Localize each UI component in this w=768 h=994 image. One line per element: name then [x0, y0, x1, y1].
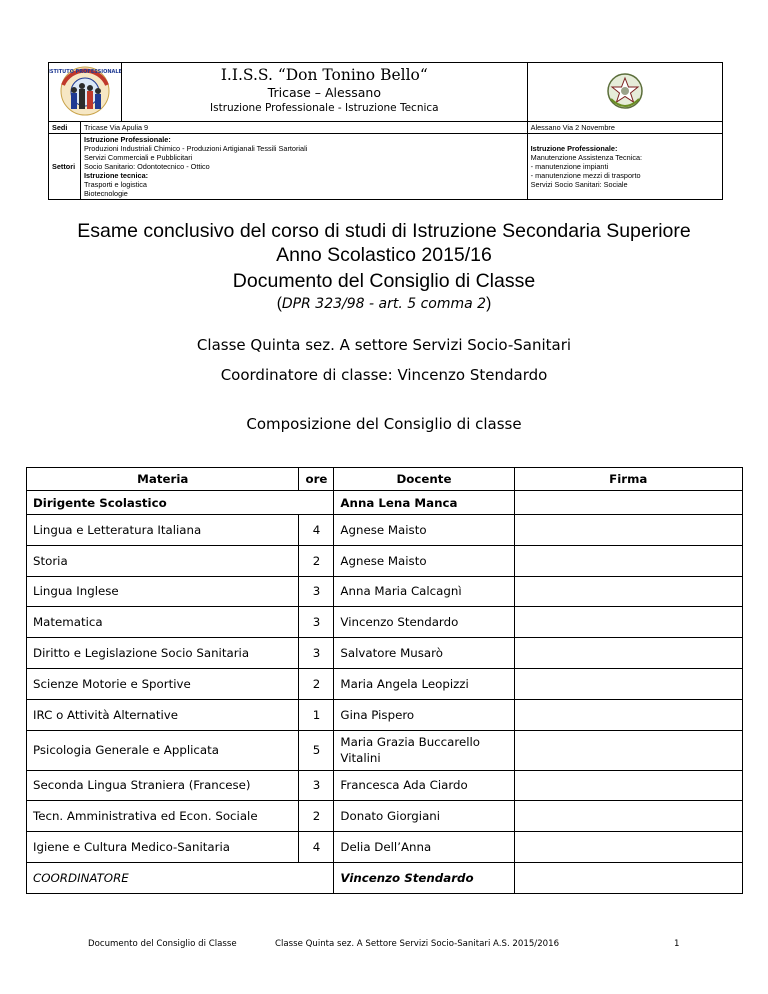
docente-cell: Gina Pispero [334, 699, 514, 730]
materia-cell: IRC o Attività Alternative [27, 699, 299, 730]
table-row [27, 545, 743, 576]
left-sectors [81, 134, 528, 200]
exam-title: Esame conclusivo del corso di studi di Istruzione Secondaria Superiore [77, 220, 691, 242]
table-row [27, 576, 743, 607]
dpr-text: DPR 323/98 - art. 5 comma 2 [281, 296, 487, 312]
signature-cell[interactable] [514, 545, 742, 576]
docente-cell: Vincenzo Stendardo [334, 607, 514, 638]
table-row [27, 515, 743, 546]
italian-emblem-icon [605, 69, 645, 113]
school-header [48, 62, 723, 200]
ore-cell: 3 [299, 638, 334, 669]
sector-line: Istruzione tecnica: [84, 171, 149, 180]
school-city: Tricase – Alessano [267, 85, 381, 100]
materia-cell: Scienze Motorie e Sportive [27, 668, 299, 699]
signature-cell[interactable] [514, 515, 742, 546]
sector-line: Manutenzione Assistenza Tecnica: [530, 153, 643, 162]
signature-cell[interactable] [514, 770, 742, 801]
sector-line: Istruzione Professionale: [530, 144, 618, 153]
dpr-reference: (DPR 323/98 - art. 5 comma 2) [276, 295, 492, 312]
materia-cell: Psicologia Generale e Applicata [27, 730, 299, 770]
page-number: 1 [674, 939, 680, 949]
sector-line: Trasporti e logistica [84, 180, 147, 189]
ore-cell: 3 [299, 607, 334, 638]
table-row [27, 832, 743, 863]
sector-line: Biotecnologie [84, 189, 128, 198]
table-row [27, 607, 743, 638]
materia-cell: Lingua e Letteratura Italiana [27, 515, 299, 546]
docente-cell: Maria Angela Leopizzi [334, 668, 514, 699]
ore-cell: 2 [299, 801, 334, 832]
coordinatore-name: Vincenzo Stendardo [334, 862, 514, 893]
table-row [27, 801, 743, 832]
sede-alessano: Alessano Via 2 Novembre [527, 122, 722, 134]
svg-text:ISTITUTO PROFESSIONALE: ISTITUTO PROFESSIONALE [49, 69, 121, 75]
sector-line: Produzioni Industriali Chimico - Produzioni Artigianali Tessili Sartoriali [84, 144, 308, 153]
materia-cell: Storia [27, 545, 299, 576]
signature-cell[interactable] [514, 638, 742, 669]
council-table [26, 467, 743, 894]
materia-cell: Matematica [27, 607, 299, 638]
composition-title: Composizione del Consiglio di classe [246, 415, 522, 433]
docente-cell: Francesca Ada Ciardo [334, 770, 514, 801]
school-name: I.I.S.S. “Don Tonino Bello“ [220, 66, 428, 84]
table-header-row [27, 468, 743, 491]
table-row [27, 668, 743, 699]
signature-cell[interactable] [514, 668, 742, 699]
signature-cell[interactable] [514, 730, 742, 770]
class-line: Classe Quinta sez. A settore Servizi Socio-Sanitari [196, 336, 572, 354]
coordinatore-row [27, 862, 743, 893]
table-row [27, 699, 743, 730]
coordinator-line: Coordinatore di classe: Vincenzo Stendardo [220, 366, 548, 384]
signature-cell[interactable] [514, 862, 742, 893]
signature-cell[interactable] [514, 576, 742, 607]
materia-cell: Igiene e Cultura Medico-Sanitaria [27, 832, 299, 863]
ore-cell: 5 [299, 730, 334, 770]
sector-line: Istruzione Professionale: [84, 135, 171, 144]
signature-cell[interactable] [514, 607, 742, 638]
table-row [27, 730, 743, 770]
docente-cell: Delia Dell’Anna [334, 832, 514, 863]
sede-tricase: Tricase Via Apulia 9 [81, 122, 528, 134]
docente-cell: Maria Grazia Buccarello Vitalini [334, 730, 514, 770]
ore-cell: 4 [299, 832, 334, 863]
col-firma: Firma [514, 468, 742, 491]
school-title-cell [122, 63, 528, 122]
ore-cell: 3 [299, 576, 334, 607]
school-logo-icon [49, 63, 121, 119]
school-logo-cell [49, 63, 122, 122]
col-docente: Docente [334, 468, 514, 491]
sector-line: - manutenzione mezzi di trasporto [530, 171, 641, 180]
ore-cell: 2 [299, 668, 334, 699]
dirigente-row [27, 491, 743, 515]
col-materia: Materia [27, 468, 299, 491]
ore-cell: 2 [299, 545, 334, 576]
docente-cell: Agnese Maisto [334, 545, 514, 576]
right-sectors [527, 134, 722, 200]
dirigente-label: Dirigente Scolastico [27, 491, 334, 515]
school-year: Anno Scolastico 2015/16 [276, 244, 492, 266]
sector-line: Servizi Socio Sanitari: Sociale [530, 180, 628, 189]
sedi-label: Sedi [49, 122, 81, 134]
signature-cell[interactable] [514, 801, 742, 832]
ore-cell: 4 [299, 515, 334, 546]
sector-line: Socio Sanitario: Odontotecnico - Ottico [84, 162, 210, 171]
materia-cell: Diritto e Legislazione Socio Sanitaria [27, 638, 299, 669]
ore-cell: 3 [299, 770, 334, 801]
table-row [27, 638, 743, 669]
materia-cell: Seconda Lingua Straniera (Francese) [27, 770, 299, 801]
emblem-cell [527, 63, 722, 122]
sector-line: Servizi Commerciali e Pubblicitari [84, 153, 193, 162]
footer-left: Documento del Consiglio di Classe [88, 939, 237, 949]
coordinatore-label: COORDINATORE [27, 862, 334, 893]
signature-cell[interactable] [514, 699, 742, 730]
materia-cell: Tecn. Amministrativa ed Econ. Sociale [27, 801, 299, 832]
sector-line: - manutenzione impianti [530, 162, 609, 171]
settori-label: Settori [49, 134, 81, 200]
docente-cell: Anna Maria Calcagnì [334, 576, 514, 607]
col-ore: ore [299, 468, 334, 491]
docente-cell: Donato Giorgiani [334, 801, 514, 832]
school-subtitle: Istruzione Professionale - Istruzione Tecnica [210, 102, 439, 114]
signature-cell[interactable] [514, 832, 742, 863]
document-title: Documento del Consiglio di Classe [232, 270, 536, 292]
dirigente-name: Anna Lena Manca [334, 491, 514, 515]
docente-cell: Salvatore Musarò [334, 638, 514, 669]
footer-center: Classe Quinta sez. A Settore Servizi Socio-Sanitari A.S. 2015/2016 [275, 939, 560, 949]
docente-cell: Agnese Maisto [334, 515, 514, 546]
ore-cell: 1 [299, 699, 334, 730]
materia-cell: Lingua Inglese [27, 576, 299, 607]
table-row [27, 770, 743, 801]
signature-cell[interactable] [514, 491, 742, 515]
